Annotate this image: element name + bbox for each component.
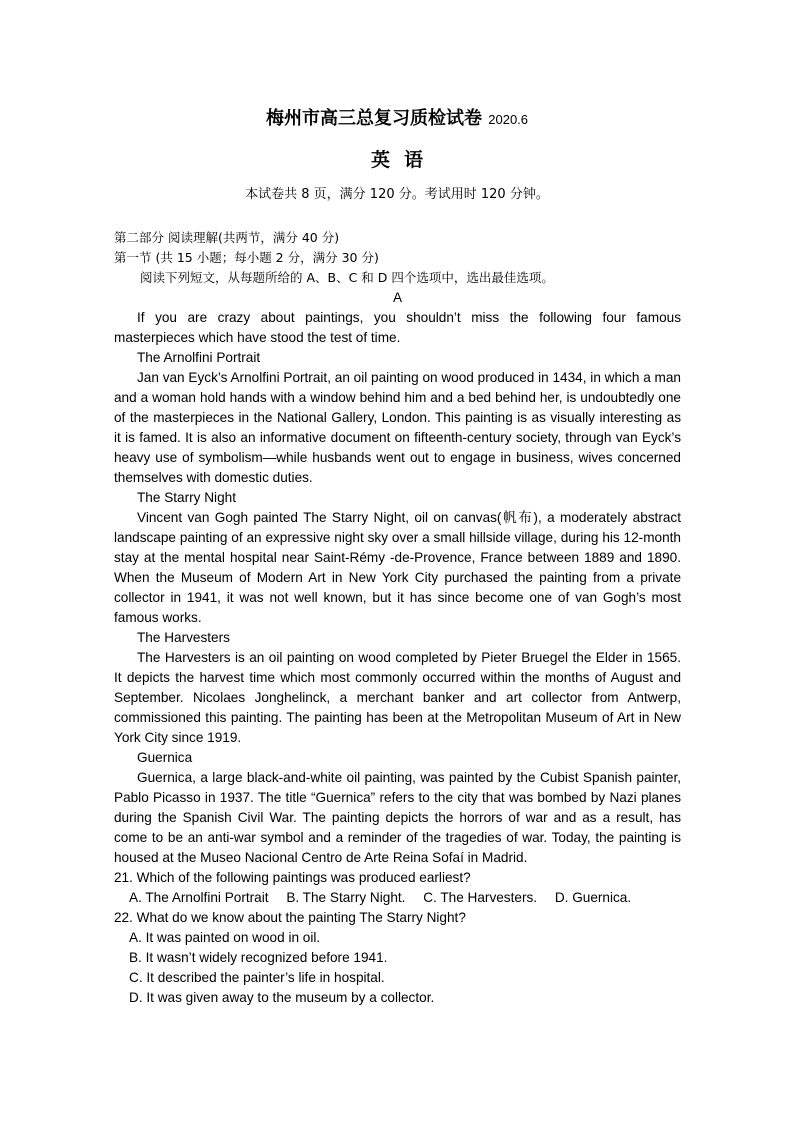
option: C. It described the painter’s life in hospital. — [129, 970, 385, 985]
painting-heading: The Arnolfini Portrait — [137, 350, 261, 365]
painting-heading: The Harvesters — [137, 630, 230, 645]
painting-description: Guernica, a large black-and-white oil painting, was painted by the Cubist Spanish painter, Pablo Picasso in 1937. The title “Guernica” refers to the city that was bombed by Nazi planes during the Spanish Civil War. The painting depicts the horrors of war and as a result, has come to be an anti-war symbol and a reminder of the tragedies of war. Today, the painting is housed at the Museo Nacional Centro de Arte Reina Sofaí in Madrid. — [114, 770, 681, 865]
painting-heading: Guernica — [137, 750, 193, 765]
exam-date: 2020.6 — [488, 112, 529, 127]
painting-description: The Harvesters is an oil painting on wood completed by Pieter Bruegel the Elder in 1565. It depicts the harvest time which most commonly occurred within the months of August and September. Nicolaes Jonghelinck, a merchant banker and art collector from Antwerp, commissioned this painting. The painting has been at the Metropolitan Museum of Art in New York City since 1919. — [114, 650, 681, 745]
option: D. Guernica. — [554, 890, 632, 905]
part-title: 第二部分 阅读理解(共两节，满分 40 分) — [114, 230, 340, 245]
section-title: 第一节 (共 15 小题；每小题 2 分，满分 30 分) — [114, 250, 379, 265]
painting-heading: The Starry Night — [137, 490, 236, 505]
painting-description: Jan van Eyck’s Arnolfini Portrait, an oil painting on wood produced in 1434, in which a man and a woman hold hands with a window behind him and a bed behind her, is undoubtedly one of the masterpieces in the National Gallery, London. This painting is as visually interesting as it is famed. It is also an informative document on fifteenth-century society, through van Eyck’s heavy use of symbolism—while husbands went out to engage in business, wives concerned themselves with domestic duties. — [114, 370, 681, 485]
option: B. The Starry Night. — [286, 890, 406, 905]
instruction: 阅读下列短文，从每题所给的 A、B、C 和 D 四个选项中，选出最佳选项。 — [140, 270, 554, 285]
option: A. The Arnolfini Portrait — [129, 890, 269, 905]
passage-label: A — [392, 290, 403, 305]
painting-description: Vincent van Gogh painted The Starry Night, oil on canvas(帆布), a moderately abstract landscape painting of an expressive night sky over a small hillside village, during his 12-month stay at the mental hospital near Saint-Rémy -de-Provence, France between 1889 and 1890. When the Museum of Modern Art in New York City purchased the painting from a private collector in 1941, it was not well known, but it has since become one of van Gogh’s most famous works. — [114, 510, 681, 625]
exam-title-text: 梅州市高三总复习质检试卷 — [265, 108, 482, 129]
exam-info: 本试卷共 8 页，满分 120 分。考试用时 120 分钟。 — [245, 187, 549, 202]
option: B. It wasn’t widely recognized before 1941. — [129, 950, 388, 965]
question-stem: 22. What do we know about the painting The Starry Night? — [114, 910, 466, 925]
option: D. It was given away to the museum by a collector. — [129, 990, 435, 1005]
option: C. The Harvesters. — [423, 890, 538, 905]
exam-title — [0, 107, 794, 132]
option-row — [114, 888, 681, 908]
passage-intro: If you are crazy about paintings, you shouldn’t miss the following four famous masterpieces which have stood the test of time. — [114, 310, 681, 345]
subject-title: 英语 — [370, 149, 437, 171]
question-stem: 21. Which of the following paintings was produced earliest? — [114, 870, 471, 885]
exam-body — [114, 228, 681, 1008]
option: A. It was painted on wood in oil. — [129, 930, 321, 945]
